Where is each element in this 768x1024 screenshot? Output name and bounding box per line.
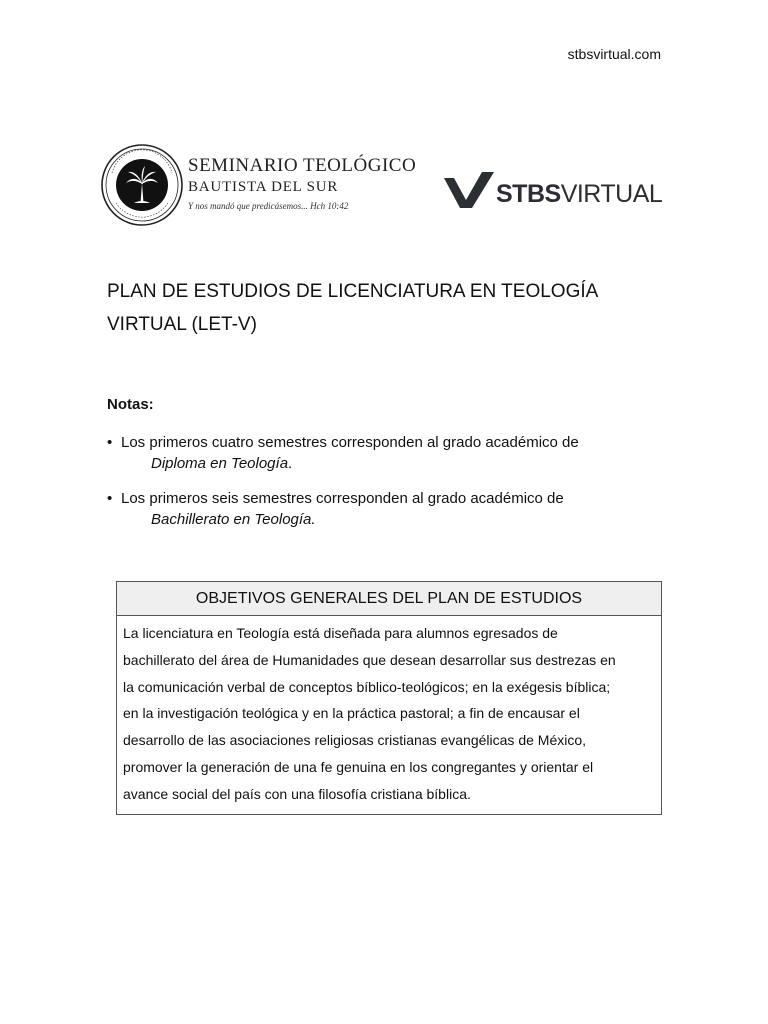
objectives-body (117, 616, 661, 814)
note-degree-name: Bachillerato en Teología. (151, 511, 316, 528)
note-text: Los primeros seis semestres corresponden al grado académico de (121, 490, 564, 507)
site-url[interactable]: stbsvirtual.com (567, 46, 661, 62)
bullet-icon: • (107, 434, 113, 451)
notes-list (107, 432, 667, 474)
seminary-logo (100, 143, 417, 227)
objectives-line: desarrollo de las asociaciones religiosas cristianas evangélicas de México, (123, 732, 587, 749)
objectives-line: La licenciatura en Teología está diseñada para alumnos egresados de (123, 625, 558, 641)
stbs-wordmark-light: VIRTUAL (560, 180, 663, 208)
seminary-motto: Y nos mandó que predicásemos... Hch 10:42 (188, 201, 349, 211)
note-degree (121, 453, 667, 474)
objectives-line: bachillerato del área de Humanidades que desean desarrollar sus destrezas en (123, 651, 616, 668)
stbs-virtual-logo (444, 170, 663, 212)
stbs-v-mark-icon (444, 172, 496, 208)
notes-list (107, 488, 667, 530)
objectives-line: avance social del país con una filosofía cristiana bíblica. (123, 785, 471, 802)
document-title-line1: PLAN DE ESTUDIOS DE LICENCIATURA EN TEOLOGÍA (107, 281, 599, 302)
bullet-icon: • (107, 490, 113, 507)
note-degree-name: Diploma en Teología (151, 455, 289, 472)
objectives-line: en la investigación teológica y en la práctica pastoral; a fin de encausar el (123, 705, 580, 722)
document-title (107, 275, 667, 341)
note-degree-suffix: . (288, 455, 293, 472)
list-item (107, 432, 667, 474)
seminary-name-line2: BAUTISTA DEL SUR (188, 179, 339, 195)
objectives-line: promover la generación de una fe genuina en los congregantes y orientar el (123, 758, 594, 775)
list-item (107, 488, 667, 530)
seminary-seal-icon (100, 143, 184, 227)
note-text: Los primeros cuatro semestres corresponden al grado académico de (121, 434, 579, 451)
stbs-wordmark-bold: STBS (496, 180, 561, 208)
seminary-name-line1: SEMINARIO TEOLÓGICO (188, 155, 417, 176)
document-title-line2: VIRTUAL (LET-V) (107, 314, 257, 335)
stbs-wordmark (496, 180, 662, 209)
objectives-table (116, 581, 662, 815)
objectives-line: la comunicación verbal de conceptos bíblico-teológicos; en la exégesis bíblica; (123, 678, 611, 695)
objectives-header: OBJETIVOS GENERALES DEL PLAN DE ESTUDIOS (117, 582, 661, 616)
notes-heading: Notas: (107, 396, 154, 413)
seminary-name (188, 155, 416, 211)
note-degree (121, 509, 667, 530)
